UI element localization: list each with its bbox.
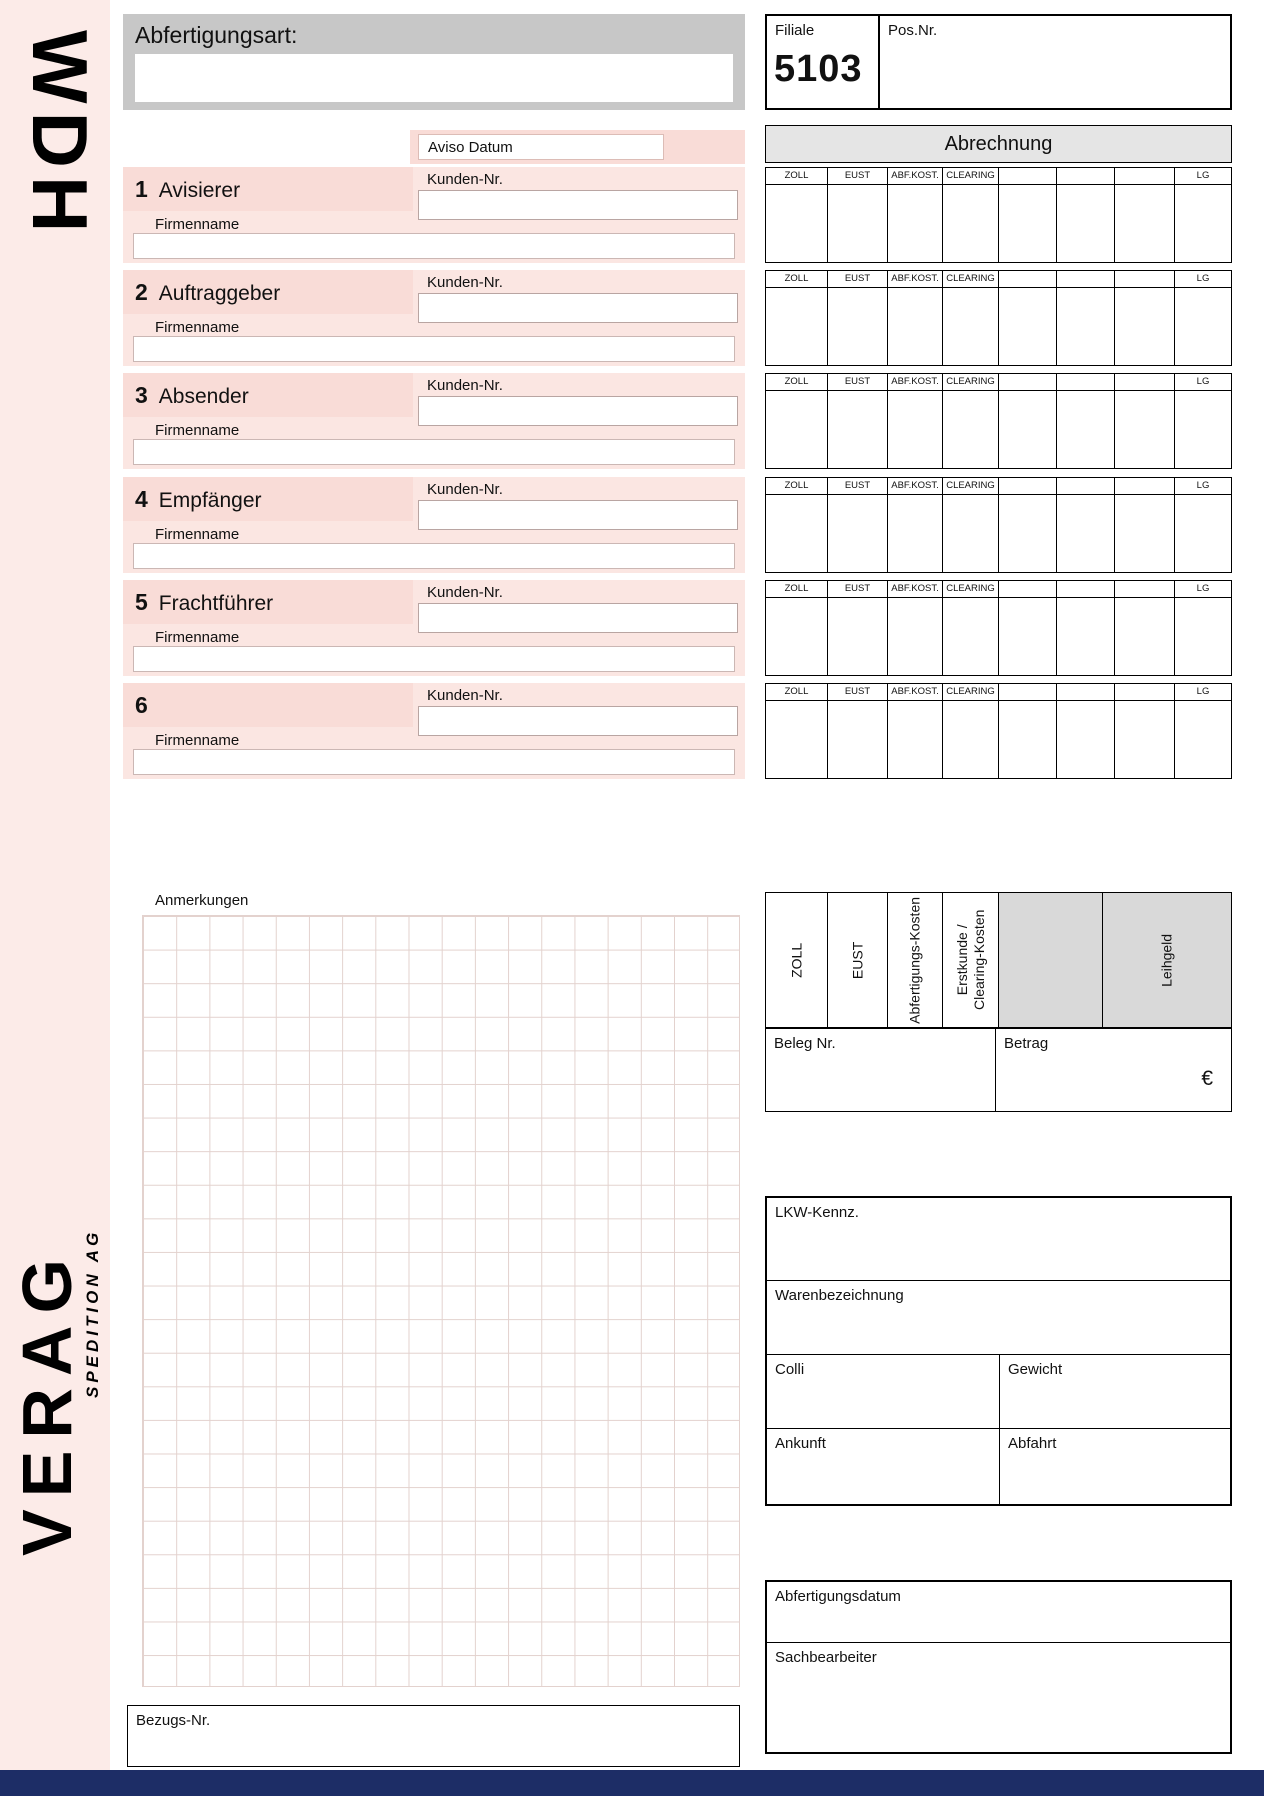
abfahrt-label: Abfahrt <box>1008 1435 1057 1452</box>
col-label-empty <box>1115 374 1174 391</box>
col-label-zoll: ZOLL <box>766 581 827 598</box>
clearing-cell[interactable] <box>943 495 998 572</box>
abrechnung-rotated-labels <box>765 892 1232 1028</box>
kunden-nr-label: Kunden-Nr. <box>427 481 503 498</box>
abfkost-cell[interactable] <box>888 391 942 468</box>
empty-cell[interactable] <box>999 185 1056 262</box>
empty-cell[interactable] <box>1115 701 1174 778</box>
col-label-empty <box>1057 374 1114 391</box>
abfkost-cell[interactable] <box>888 288 942 365</box>
warenbezeichnung-cell[interactable] <box>767 1280 1230 1354</box>
col-label-clearing: CLEARING <box>943 684 998 701</box>
col-label-empty <box>999 168 1056 185</box>
col-label-empty <box>999 374 1056 391</box>
section-absender <box>123 373 745 469</box>
colli-cell[interactable] <box>767 1355 1000 1428</box>
firmenname-field[interactable] <box>133 336 735 362</box>
col-label-empty <box>1057 271 1114 288</box>
col-label-empty <box>1057 581 1114 598</box>
empty-cell[interactable] <box>1057 495 1114 572</box>
section-title <box>135 486 262 513</box>
clearing-cell[interactable] <box>943 288 998 365</box>
col-label-eust: EUST <box>828 168 887 185</box>
cargo-group <box>765 1196 1232 1506</box>
empty-cell[interactable] <box>1057 701 1114 778</box>
firmenname-label: Firmenname <box>155 732 240 749</box>
col-label-lg: LG <box>1175 478 1231 495</box>
gewicht-cell[interactable] <box>1000 1355 1230 1428</box>
kunden-nr-field[interactable] <box>418 603 738 633</box>
section-name: Auftraggeber <box>158 282 281 305</box>
col-label-clearing: CLEARING <box>943 168 998 185</box>
col-label-empty <box>1057 478 1114 495</box>
bottom-navy-bar <box>0 1770 1264 1796</box>
rotated-label-abfertigungskosten: Abfertigungs-Kosten <box>906 896 923 1024</box>
ankunft-label: Ankunft <box>775 1435 826 1452</box>
col-label-empty <box>999 271 1056 288</box>
section-number: 1 <box>135 176 148 202</box>
section-auftraggeber <box>123 270 745 366</box>
abfkost-cell[interactable] <box>888 598 942 675</box>
kunden-nr-field[interactable] <box>418 706 738 736</box>
rotated-label-zoll: ZOLL <box>788 942 805 978</box>
section-frachtfuehrer <box>123 580 745 676</box>
abfertigungsart-label: Abfertigungsart: <box>135 22 298 48</box>
sachbearbeiter-cell[interactable] <box>767 1642 1230 1752</box>
verag-subtitle: SPEDITION AG <box>83 1228 102 1398</box>
aviso-datum-band <box>410 130 745 164</box>
section-title <box>135 382 249 409</box>
eust-cell[interactable] <box>828 701 887 778</box>
empty-cell[interactable] <box>1115 391 1174 468</box>
section-name: Absender <box>158 385 249 408</box>
zoll-cell[interactable] <box>766 598 827 675</box>
section-number: 4 <box>135 486 148 512</box>
col-label-lg: LG <box>1175 374 1231 391</box>
col-label-abfkost: ABF.KOST. <box>888 684 942 701</box>
section-name: Frachtführer <box>158 592 274 615</box>
kunden-nr-label: Kunden-Nr. <box>427 377 503 394</box>
colli-label: Colli <box>775 1361 805 1378</box>
section-avisierer <box>123 167 745 263</box>
zoll-cell[interactable] <box>766 185 827 262</box>
col-label-empty <box>999 581 1056 598</box>
eust-cell[interactable] <box>828 288 887 365</box>
empty-cell[interactable] <box>999 288 1056 365</box>
section-number: 5 <box>135 589 148 615</box>
kunden-nr-label: Kunden-Nr. <box>427 687 503 704</box>
firmenname-label: Firmenname <box>155 422 240 439</box>
pos-nr-label: Pos.Nr. <box>888 22 938 39</box>
empty-cell[interactable] <box>1115 288 1174 365</box>
sachbearbeiter-label: Sachbearbeiter <box>775 1649 877 1666</box>
section-title-band <box>123 683 413 727</box>
col-label-lg: LG <box>1175 168 1231 185</box>
aviso-datum-field[interactable]: Aviso Datum <box>418 134 664 160</box>
empty-cell[interactable] <box>1115 495 1174 572</box>
col-label-zoll: ZOLL <box>766 478 827 495</box>
col-label-empty <box>1115 684 1174 701</box>
empty-cell[interactable] <box>1057 598 1114 675</box>
abrechnung-row-5 <box>765 580 1232 676</box>
clearing-cell[interactable] <box>943 598 998 675</box>
ankunft-abfahrt-row <box>767 1428 1230 1504</box>
col-label-empty <box>1115 478 1174 495</box>
anmerkungen-label: Anmerkungen <box>155 892 249 909</box>
kunden-nr-label: Kunden-Nr. <box>427 171 503 188</box>
col-label-abfkost: ABF.KOST. <box>888 374 942 391</box>
clearing-cell[interactable] <box>943 185 998 262</box>
lg-cell[interactable] <box>1175 598 1231 675</box>
abfkost-cell[interactable] <box>888 185 942 262</box>
lg-cell[interactable] <box>1175 185 1231 262</box>
rotated-label-clearingkosten: Erstkunde / Clearing-Kosten <box>953 909 987 1011</box>
clearing-cell[interactable] <box>943 701 998 778</box>
firmenname-label: Firmenname <box>155 216 240 233</box>
col-label-empty <box>1115 271 1174 288</box>
col-label-lg: LG <box>1175 271 1231 288</box>
col-label-abfkost: ABF.KOST. <box>888 581 942 598</box>
colli-gewicht-row <box>767 1354 1230 1428</box>
empty-cell[interactable] <box>1115 185 1174 262</box>
col-label-empty <box>1057 684 1114 701</box>
empty-cell[interactable] <box>999 598 1056 675</box>
col-label-zoll: ZOLL <box>766 684 827 701</box>
filiale-cell[interactable] <box>767 16 880 108</box>
firmenname-label: Firmenname <box>155 319 240 336</box>
empty-cell[interactable] <box>1057 185 1114 262</box>
col-label-eust: EUST <box>828 271 887 288</box>
firmenname-label: Firmenname <box>155 526 240 543</box>
section-title <box>135 176 240 203</box>
lkw-kennz-label: LKW-Kennz. <box>775 1204 859 1221</box>
col-label-lg: LG <box>1175 581 1231 598</box>
empty-cell[interactable] <box>999 495 1056 572</box>
kunden-nr-label: Kunden-Nr. <box>427 584 503 601</box>
eust-cell[interactable] <box>828 185 887 262</box>
processing-group <box>765 1580 1232 1754</box>
kunden-nr-field[interactable] <box>418 396 738 426</box>
lkw-kennz-cell[interactable] <box>767 1198 1230 1280</box>
section-name: Avisierer <box>158 179 241 202</box>
abfkost-cell[interactable] <box>888 701 942 778</box>
abrechnung-row-2 <box>765 270 1232 366</box>
lg-cell[interactable] <box>1175 288 1231 365</box>
ankunft-cell[interactable] <box>767 1429 1000 1504</box>
col-label-eust: EUST <box>828 684 887 701</box>
firmenname-field[interactable] <box>133 439 735 465</box>
col-label-empty <box>999 684 1056 701</box>
empty-cell[interactable] <box>999 701 1056 778</box>
col-label-zoll: ZOLL <box>766 374 827 391</box>
col-label-empty <box>999 478 1056 495</box>
abfertigungsart-box <box>123 14 745 110</box>
lg-cell[interactable] <box>1175 701 1231 778</box>
eust-cell[interactable] <box>828 495 887 572</box>
warenbezeichnung-label: Warenbezeichnung <box>775 1287 904 1304</box>
kunden-nr-field[interactable] <box>418 293 738 323</box>
col-label-clearing: CLEARING <box>943 478 998 495</box>
section-title <box>135 279 280 306</box>
abfahrt-cell[interactable] <box>1000 1429 1230 1504</box>
col-label-clearing: CLEARING <box>943 374 998 391</box>
firmenname-label: Firmenname <box>155 629 240 646</box>
beleg-nr-label: Beleg Nr. <box>774 1035 836 1052</box>
col-label-abfkost: ABF.KOST. <box>888 271 942 288</box>
euro-symbol: € <box>1201 1067 1213 1090</box>
filiale-number: 5103 <box>774 48 863 90</box>
pos-nr-cell[interactable] <box>880 16 1230 108</box>
bezugs-nr-label: Bezugs-Nr. <box>136 1712 211 1729</box>
verag-logo: VERAG <box>8 1247 86 1556</box>
section-name: Empfänger <box>158 489 262 512</box>
bezugs-nr-box[interactable] <box>127 1705 740 1767</box>
firmenname-field[interactable] <box>133 646 735 672</box>
section-number: 3 <box>135 382 148 408</box>
gewicht-label: Gewicht <box>1008 1361 1063 1378</box>
abfkost-cell[interactable] <box>888 495 942 572</box>
beleg-betrag-row <box>765 1028 1232 1112</box>
anmerkungen-grid[interactable] <box>142 915 740 1687</box>
rotated-label-eust: EUST <box>849 941 866 979</box>
col-label-empty <box>1115 168 1174 185</box>
eust-cell[interactable] <box>828 598 887 675</box>
col-label-lg: LG <box>1175 684 1231 701</box>
col-label-clearing: CLEARING <box>943 581 998 598</box>
abrechnung-row-6 <box>765 683 1232 779</box>
firmenname-field[interactable] <box>133 233 735 259</box>
abrechnung-header: Abrechnung <box>765 125 1232 163</box>
kunden-nr-field[interactable] <box>418 190 738 220</box>
col-label-eust: EUST <box>828 478 887 495</box>
abrechnung-row-1 <box>765 167 1232 263</box>
col-label-empty <box>1115 581 1174 598</box>
col-label-zoll: ZOLL <box>766 168 827 185</box>
col-label-zoll: ZOLL <box>766 271 827 288</box>
abfertigungsart-field[interactable] <box>135 54 733 102</box>
zoll-cell[interactable] <box>766 495 827 572</box>
clearing-cell[interactable] <box>943 391 998 468</box>
eust-cell[interactable] <box>828 391 887 468</box>
lg-cell[interactable] <box>1175 391 1231 468</box>
betrag-cell[interactable] <box>996 1029 1231 1111</box>
zoll-cell[interactable] <box>766 391 827 468</box>
empty-cell[interactable] <box>1057 288 1114 365</box>
rotated-label-leihgeld: Leihgeld <box>1158 933 1175 987</box>
left-brand-strip <box>0 0 110 1770</box>
col-label-eust: EUST <box>828 374 887 391</box>
col-label-abfkost: ABF.KOST. <box>888 168 942 185</box>
abfertigungsdatum-cell[interactable] <box>767 1582 1230 1642</box>
section-number: 6 <box>135 692 148 718</box>
abrechnung-row-3 <box>765 373 1232 469</box>
empty-cell[interactable] <box>1057 391 1114 468</box>
beleg-nr-cell[interactable] <box>766 1029 996 1111</box>
section-six <box>123 683 745 779</box>
col-label-eust: EUST <box>828 581 887 598</box>
wdh-logo: WDH <box>16 30 104 241</box>
firmenname-field[interactable] <box>133 543 735 569</box>
abfertigungsdatum-label: Abfertigungsdatum <box>775 1588 901 1605</box>
section-number: 2 <box>135 279 148 305</box>
section-title <box>135 589 273 616</box>
col-label-empty <box>1057 168 1114 185</box>
section-empfaenger <box>123 477 745 573</box>
filiale-pos-box <box>765 14 1232 110</box>
rotated-gray-spacer <box>998 893 1102 1027</box>
kunden-nr-field[interactable] <box>418 500 738 530</box>
lg-cell[interactable] <box>1175 495 1231 572</box>
empty-cell[interactable] <box>999 391 1056 468</box>
col-label-clearing: CLEARING <box>943 271 998 288</box>
filiale-label: Filiale <box>775 22 815 39</box>
betrag-label: Betrag <box>1004 1035 1049 1052</box>
zoll-cell[interactable] <box>766 288 827 365</box>
col-label-abfkost: ABF.KOST. <box>888 478 942 495</box>
abrechnung-row-4 <box>765 477 1232 573</box>
zoll-cell[interactable] <box>766 701 827 778</box>
empty-cell[interactable] <box>1115 598 1174 675</box>
kunden-nr-label: Kunden-Nr. <box>427 274 503 291</box>
section-title <box>135 692 159 719</box>
firmenname-field[interactable] <box>133 749 735 775</box>
